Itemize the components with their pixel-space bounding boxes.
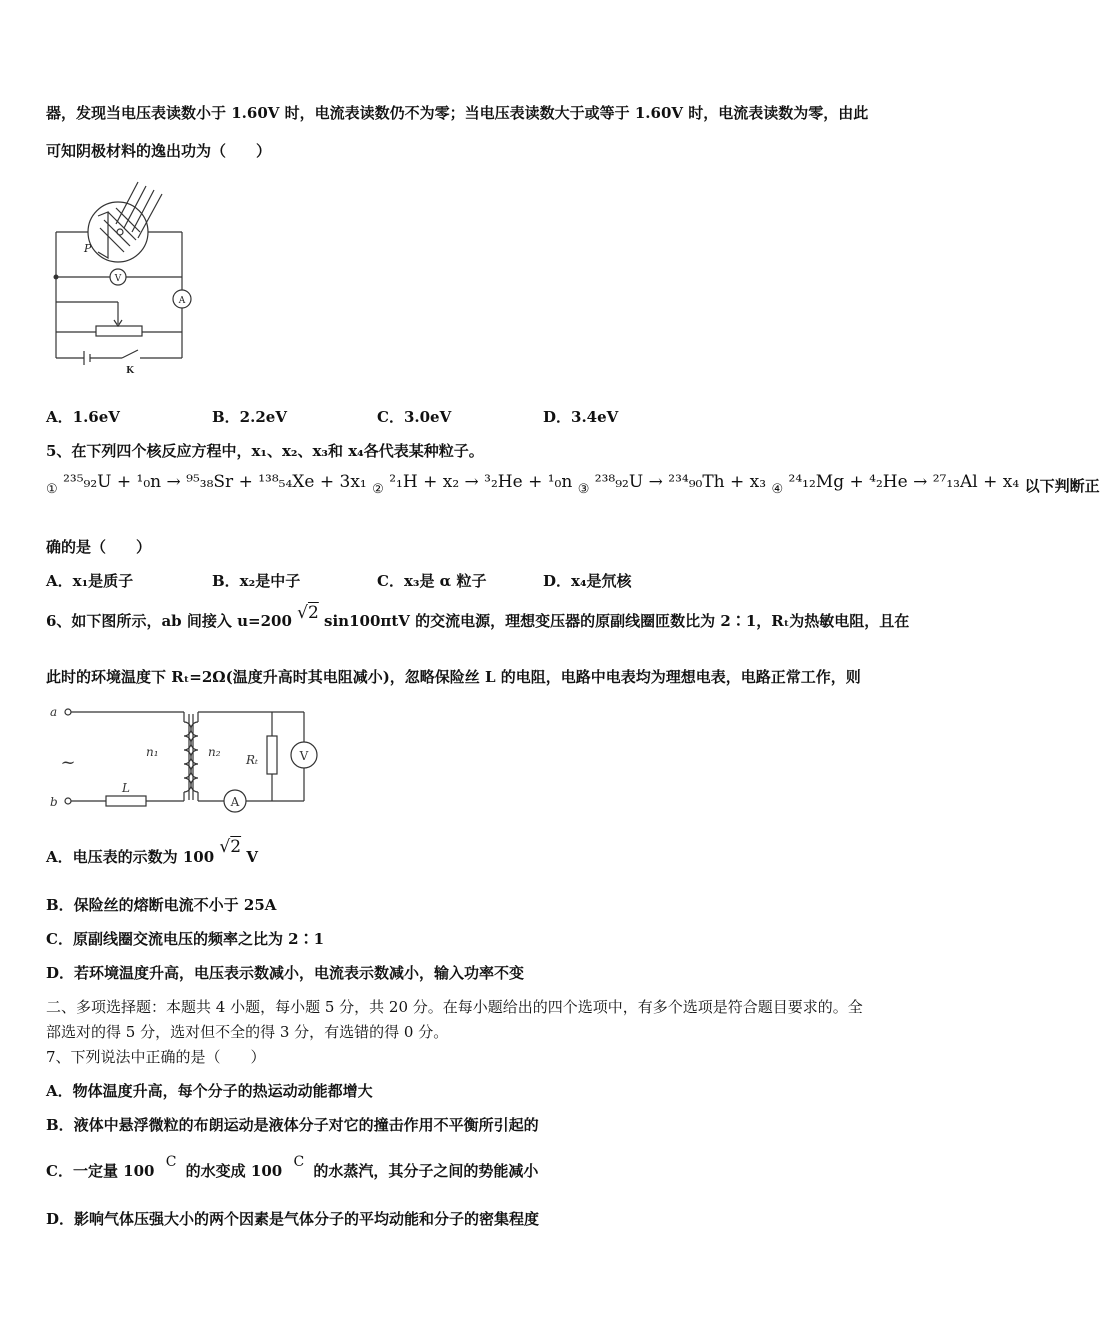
q6-option-a-unit: V <box>246 848 258 866</box>
q4-option-a: A．1.6eV <box>46 408 120 426</box>
q6-option-a-text: A．电压表的示数为 100 <box>46 848 215 866</box>
q4-option-d: D．3.4eV <box>543 408 619 426</box>
marker-4: ④ <box>771 482 784 497</box>
q7-option-c-part2: 的水变成 100 <box>185 1162 283 1180</box>
voltmeter-label: V <box>299 749 309 763</box>
terminal-a-label: a <box>50 705 58 719</box>
q6-option-c: C．原副线圈交流电压的频率之比为 2∶1 <box>46 930 325 948</box>
ammeter-label: A <box>230 795 240 809</box>
fig-label-P: P <box>84 242 92 255</box>
q7-option-a: A．物体温度升高，每个分子的热运动动能都增大 <box>46 1082 373 1100</box>
q6-stem-part2: sin100πtV 的交流电源，理想变压器的原副线圈匝数比为 2∶1，Rₜ为热敏电阻，且在 <box>324 612 910 630</box>
q6-option-a <box>46 837 258 867</box>
fuse-label: L <box>122 781 130 795</box>
q6-option-d: D．若环境温度升高，电压表示数减小，电流表示数减小，输入功率不变 <box>46 964 525 982</box>
marker-1: ① <box>46 482 58 497</box>
q6-stem-part1: 6、如下图所示，ab 间接入 u=200 <box>46 612 292 630</box>
fig-label-K: K <box>126 366 134 376</box>
q5-option-c: C．x₃是 α 粒子 <box>377 572 487 590</box>
rt-label: Rₜ <box>246 753 258 767</box>
reaction-3: ²³⁸₉₂U → ²³⁴₉₀Th + x₃ <box>594 472 767 492</box>
q5-option-b: B．x₂是中子 <box>212 572 301 590</box>
sqrt-radicand: 2 <box>307 603 319 623</box>
n1-label: n₁ <box>146 745 159 759</box>
q4-option-b: B．2.2eV <box>212 408 287 426</box>
q5-option-d: D．x₄是氘核 <box>543 572 632 590</box>
sqrt-symbol: √2 <box>297 603 319 623</box>
q5-stem: 5、在下列四个核反应方程中，x₁、x₂、x₃和 x₄各代表某种粒子。 <box>46 442 484 460</box>
q7-option-c <box>46 1154 539 1181</box>
fig-label-A: A <box>178 296 186 306</box>
n2-label: n₂ <box>208 745 221 759</box>
q6-option-b: B．保险丝的熔断电流不小于 25A <box>46 896 277 914</box>
q7-option-c-part3: 的水蒸汽，其分子之间的势能减小 <box>313 1162 539 1180</box>
degree-c-1: C <box>165 1154 177 1170</box>
q4-stem-line1: 器，发现当电压表读数小于 1.60V 时，电流表读数仍不为零；当电压表读数大于或等于 1.60V 时，电流表读数为零，由此 <box>46 104 869 122</box>
q5-stem-line2: 确的是（ ） <box>46 538 152 556</box>
ac-source-symbol: ~ <box>60 752 76 773</box>
q4-stem-line2: 可知阴极材料的逸出功为（ ） <box>46 142 272 160</box>
q4-option-c: C．3.0eV <box>377 408 452 426</box>
marker-2: ② <box>372 482 384 497</box>
section2-heading-line2: 部选对的得 5 分，选对但不全的得 3 分，有选错的得 0 分。 <box>46 1023 449 1041</box>
reaction-2: ²₁H + x₂ → ³₂He + ¹₀n <box>389 472 573 492</box>
marker-3: ③ <box>577 482 590 497</box>
transformer-circuit-figure <box>46 700 326 815</box>
photoelectric-circuit-figure <box>46 180 196 375</box>
q5-reactions <box>46 472 1100 497</box>
q7-stem: 7、下列说法中正确的是（ ） <box>46 1048 266 1066</box>
sqrt-radicand-2: 2 <box>230 837 242 857</box>
reaction-4: ²⁴₁₂Mg + ⁴₂He → ²⁷₁₃Al + x₄ <box>788 472 1020 492</box>
q7-option-b: B．液体中悬浮微粒的布朗运动是液体分子对它的撞击作用不平衡所引起的 <box>46 1116 539 1134</box>
q5-stem-tail: 以下判断正 <box>1024 477 1100 495</box>
degree-c-2: C <box>293 1154 305 1170</box>
sqrt-symbol-2: √2 <box>219 837 242 857</box>
section2-heading-line1: 二、多项选择题：本题共 4 小题，每小题 5 分，共 20 分。在每小题给出的四个选项中，有多个选项是符合题目要求的。全 <box>46 998 863 1016</box>
q7-option-d: D．影响气体压强大小的两个因素是气体分子的平均动能和分子的密集程度 <box>46 1210 540 1228</box>
terminal-b-label: b <box>50 795 58 809</box>
q6-stem-line1 <box>46 603 910 631</box>
fig-label-V: V <box>114 274 122 284</box>
reaction-1: ²³⁵₉₂U + ¹₀n → ⁹⁵₃₈Sr + ¹³⁸₅₄Xe + 3x₁ <box>63 472 367 492</box>
q5-option-a: A．x₁是质子 <box>46 572 134 590</box>
q6-stem-line2: 此时的环境温度下 Rₜ=2Ω(温度升高时其电阻减小)，忽略保险丝 L 的电阻，电路中电表均为理想电表，电路正常工作，则 <box>46 668 861 686</box>
q7-option-c-part1: C．一定量 100 <box>46 1162 155 1180</box>
